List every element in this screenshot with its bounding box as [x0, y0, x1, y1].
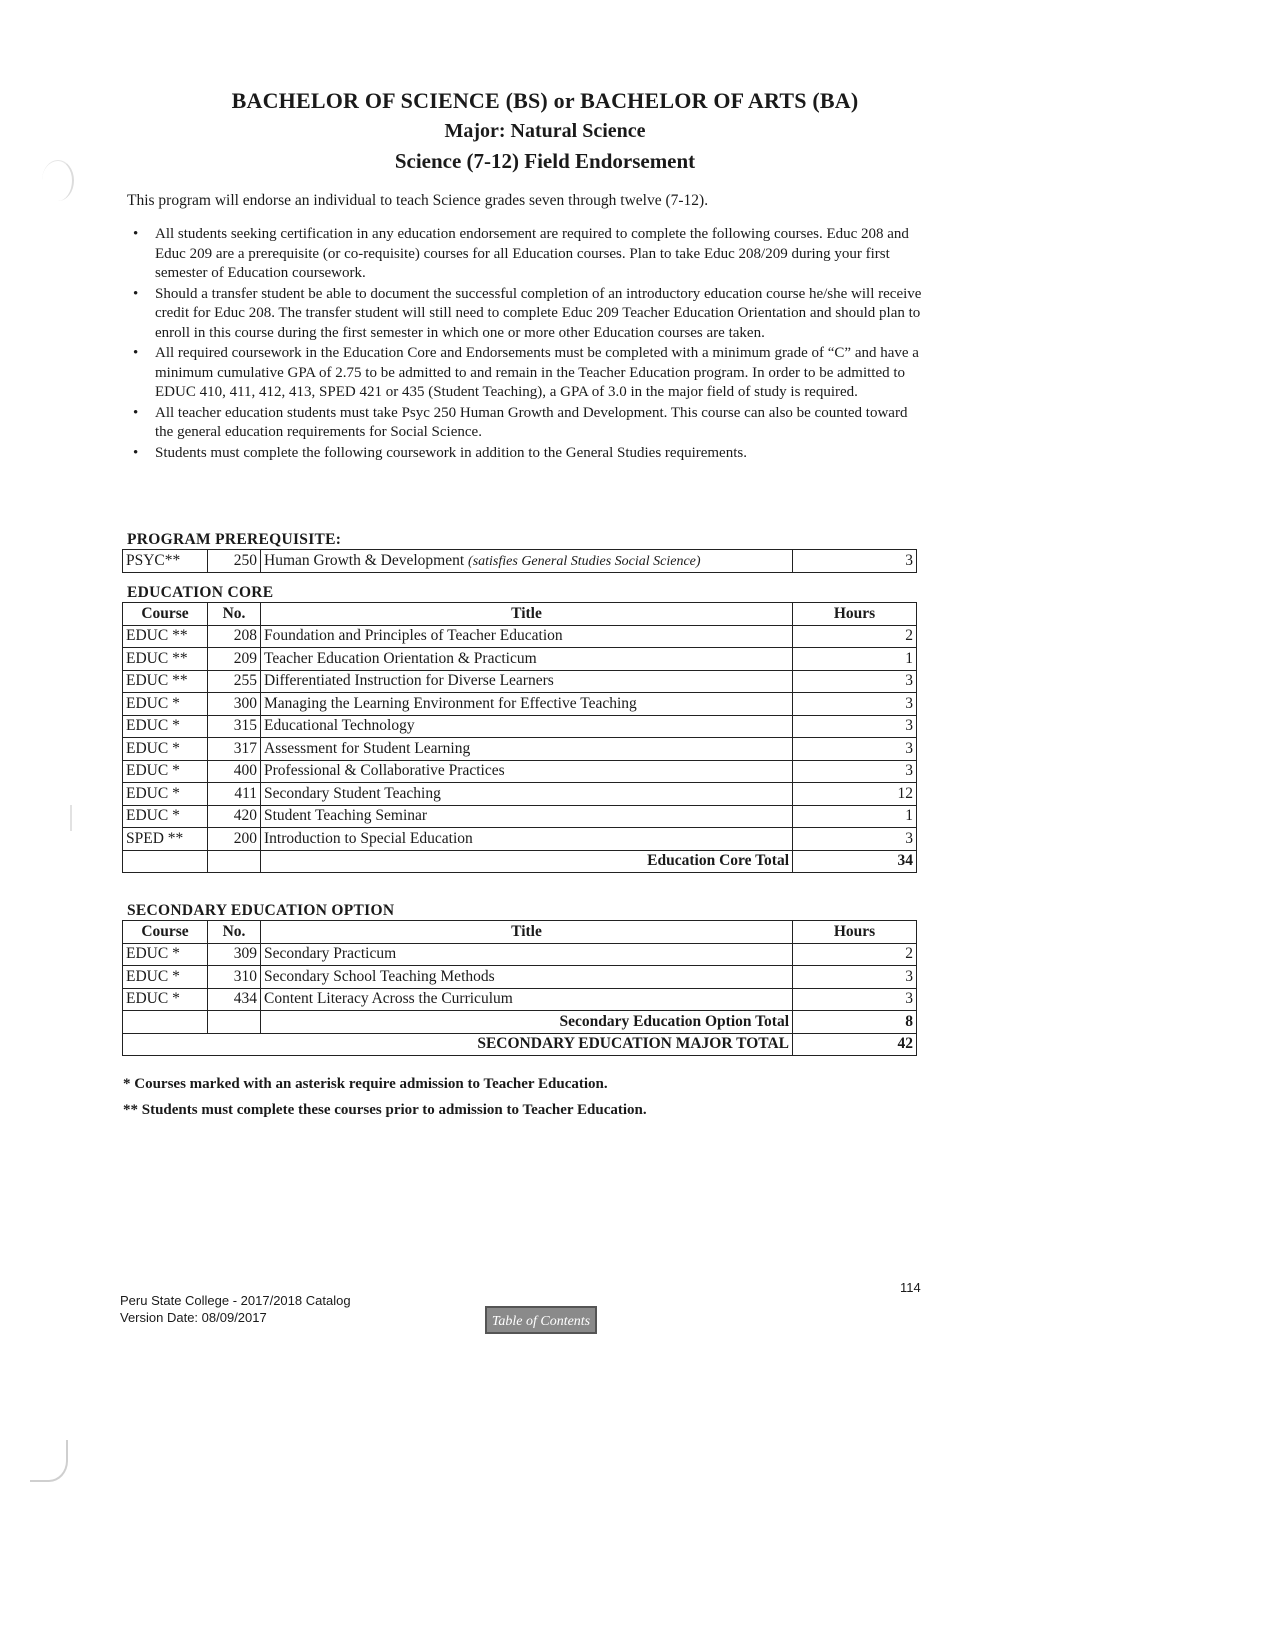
- table-row: EDUC ** 255 Differentiated Instruction for Diverse Learners 3: [123, 670, 917, 693]
- bullet-icon: •: [133, 444, 139, 461]
- table-row: EDUC * 420 Student Teaching Seminar 1: [123, 805, 917, 828]
- requirements-list: [127, 225, 927, 464]
- education-core-total-hours: 34: [793, 850, 917, 873]
- page-title-block: [120, 88, 970, 174]
- list-item: • Students must complete the following coursework in addition to the General Studies requirements.: [127, 444, 927, 464]
- catalog-name: Peru State College - 2017/2018 Catalog: [120, 1293, 351, 1308]
- education-core-heading: EDUCATION CORE: [127, 584, 274, 601]
- column-header-no: No.: [208, 921, 261, 944]
- column-header-title: Title: [261, 921, 793, 944]
- table-row: EDUC * 317 Assessment for Student Learning 3: [123, 738, 917, 761]
- bullet-icon: •: [133, 345, 139, 361]
- endorsement-heading: Science (7-12) Field Endorsement: [394, 149, 696, 173]
- major-total-label: SECONDARY EDUCATION MAJOR TOTAL: [123, 1033, 793, 1056]
- column-header-title: Title: [261, 603, 793, 626]
- table-of-contents-button[interactable]: Table of Contents: [485, 1306, 597, 1334]
- binder-hole-mark: [70, 805, 78, 831]
- binder-hole-mark: [30, 1440, 68, 1482]
- list-item: • All students seeking certification in any education endorsement are required to complete the following courses. Educ 208 and Educ 209 are a prerequisite (or co-requisite) courses for all Education courses. Plan to take Educ 208/209 during your first semester of Education coursework.: [133, 226, 909, 281]
- footnote-double-asterisk: ** Students must complete these courses prior to admission to Teacher Education.: [123, 1102, 647, 1118]
- bullet-icon: •: [133, 226, 139, 242]
- page-number: 114: [900, 1280, 921, 1295]
- course-code: PSYC**: [123, 550, 208, 573]
- table-total-row: [123, 1011, 917, 1034]
- course-note: (satisfies General Studies Social Science): [468, 553, 701, 569]
- table-header-row: [123, 603, 917, 626]
- column-header-no: No.: [208, 603, 261, 626]
- major-heading: Major: Natural Science: [444, 120, 646, 142]
- page-title: BACHELOR OF SCIENCE (BS) or BACHELOR OF ARTS (BA): [231, 88, 859, 113]
- column-header-course: Course: [123, 921, 208, 944]
- table-row: [123, 550, 917, 573]
- table-row: EDUC * 315 Educational Technology 3: [123, 715, 917, 738]
- list-item: • All teacher education students must take Psyc 250 Human Growth and Development. This course can also be counted toward the general education requirements for Social Science.: [133, 404, 908, 440]
- major-total-hours: 42: [793, 1033, 917, 1056]
- course-hours: 3: [793, 550, 917, 573]
- education-core-table: [122, 602, 917, 873]
- bullet-icon: •: [133, 404, 139, 421]
- course-number: 250: [208, 550, 261, 573]
- secondary-option-table: [122, 920, 917, 1056]
- table-row: EDUC * 300 Managing the Learning Environment for Effective Teaching 3: [123, 693, 917, 716]
- table-total-row: [123, 1033, 917, 1056]
- secondary-option-heading: SECONDARY EDUCATION OPTION: [127, 902, 395, 919]
- table-row: EDUC * 411 Secondary Student Teaching 12: [123, 783, 917, 806]
- table-row: EDUC ** 208 Foundation and Principles of Teacher Education 2: [123, 625, 917, 648]
- footer-info: [120, 1292, 351, 1326]
- table-row: EDUC * 400 Professional & Collaborative Practices 3: [123, 760, 917, 783]
- column-header-course: Course: [123, 603, 208, 626]
- table-row: EDUC * 434 Content Literacy Across the Curriculum 3: [123, 988, 917, 1011]
- table-row: EDUC ** 209 Teacher Education Orientation & Practicum 1: [123, 648, 917, 671]
- column-header-hours: Hours: [793, 603, 917, 626]
- course-title: Human Growth & Development (satisfies General Studies Social Science): [261, 550, 793, 573]
- binder-hole-mark: [42, 160, 74, 201]
- secondary-option-total-label: Secondary Education Option Total: [261, 1011, 793, 1034]
- version-date: Version Date: 08/09/2017: [120, 1310, 267, 1325]
- intro-text: This program will endorse an individual to teach Science grades seven through twelve (7-12).: [127, 192, 709, 209]
- list-item: • Should a transfer student be able to document the successful completion of an introductory education course he/she will receive credit for Educ 208. The transfer student will still need to complete Educ 209 Teacher Education Orientation and should plan to enroll in this course during the first semester in which one or more other Education courses are taken.: [133, 285, 922, 341]
- footnote-single-asterisk: * Courses marked with an asterisk require admission to Teacher Education.: [123, 1076, 608, 1092]
- list-item: • All required coursework in the Education Core and Endorsements must be completed with a minimum grade of “C” and have a minimum cumulative GPA of 2.75 to be admitted to and remain in the Teacher Education program. In order to be admitted to EDUC 410, 411, 412, 413, SPED 421 or 435 (Student Teaching), a GPA of 3.0 in the major field of study is required.: [133, 345, 919, 400]
- education-core-total-label: Education Core Total: [261, 850, 793, 873]
- secondary-option-total-hours: 8: [793, 1011, 917, 1034]
- table-total-row: [123, 850, 917, 873]
- table-row: EDUC * 309 Secondary Practicum 2: [123, 943, 917, 966]
- column-header-hours: Hours: [793, 921, 917, 944]
- prereq-table: [122, 549, 917, 573]
- table-header-row: [123, 921, 917, 944]
- bullet-icon: •: [133, 285, 139, 302]
- prereq-heading: PROGRAM PREREQUISITE:: [127, 531, 342, 548]
- table-row: SPED ** 200 Introduction to Special Education 3: [123, 828, 917, 851]
- table-row: EDUC * 310 Secondary School Teaching Methods 3: [123, 966, 917, 989]
